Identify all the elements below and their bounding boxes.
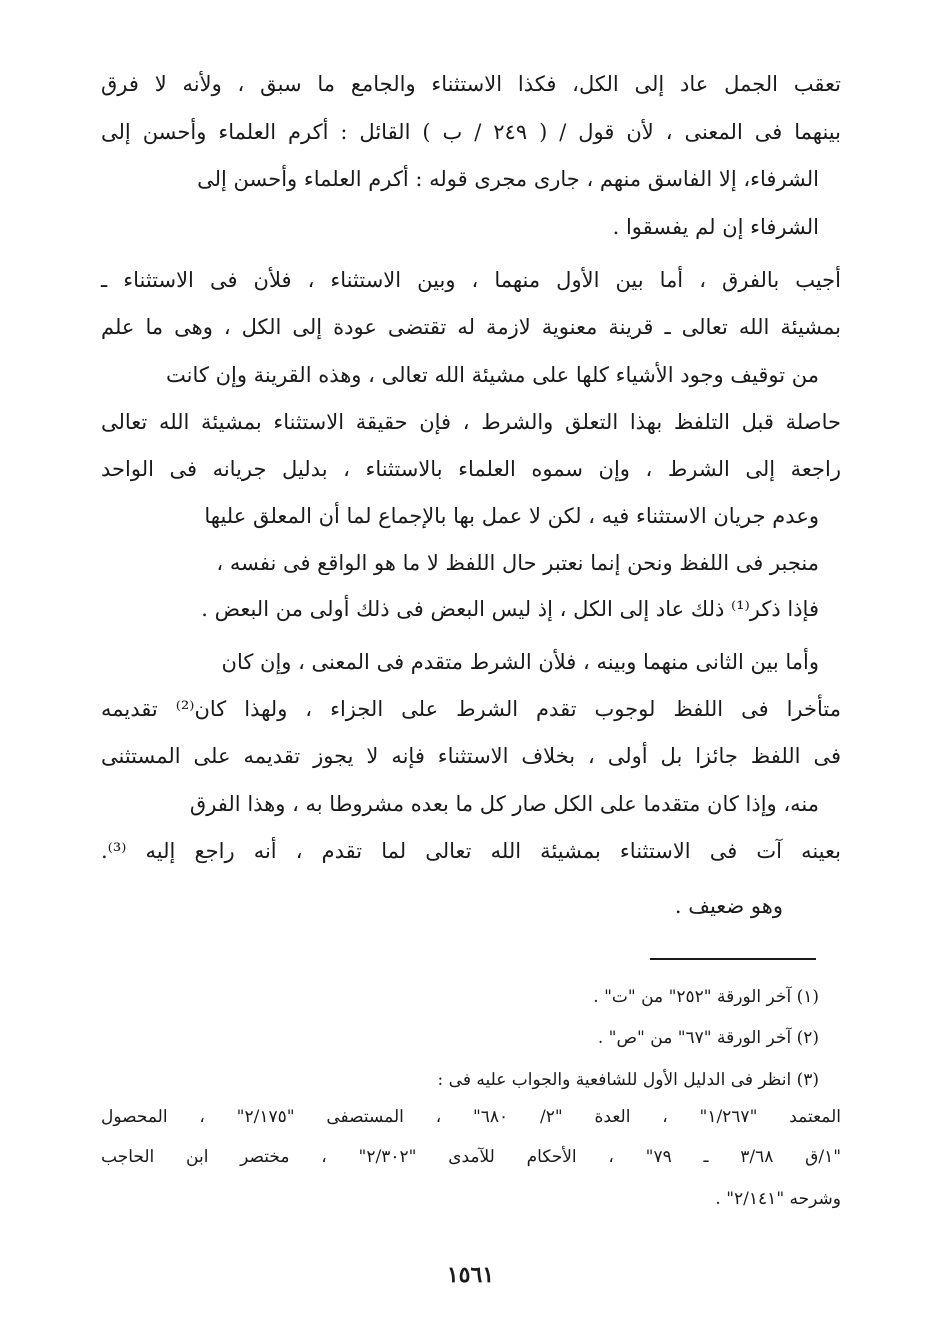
footnote-line: "١/ق ٣/٦٨ ـ ٧٩" ، الأحكام للآمدى "٢/٣٠٢" ، مختصر ابن الحاجب (101, 1147, 842, 1167)
body-line: بمشيئة الله تعالى ـ قرينة معنوية لازمة له تقتضى عودة إلى الكل ، وهى ما علم (101, 315, 841, 339)
body-line: منجبر فى اللفظ ونحن إنما نعتبر حال اللفظ لا ما هو الواقع فى نفسه ، (216, 551, 819, 575)
body-line: راجعة إلى الشرط ، وإن سموه العلماء بالاستثناء ، بدليل جريانه فى الواحد (101, 457, 841, 481)
body-line: وعدم جريان الاستثناء فيه ، لكن لا عمل بها بالإجماع لما أن المعلق عليها (204, 504, 819, 528)
body-line: وأما بين الثانى منهما وبينه ، فلأن الشرط متقدم فى المعنى ، وإن كان (221, 650, 819, 674)
footnote-line: وشرحه "٢/١٤١" . (715, 1189, 841, 1209)
body-line: تعقب الجمل عاد إلى الكل، فكذا الاستثناء والجامع ما سبق ، ولأنه لا فرق (101, 72, 841, 96)
body-line: وهو ضعيف . (674, 894, 783, 918)
footnote-line: (٢) آخر الورقة "٦٧" من "ص" . (597, 1028, 819, 1048)
body-line: فى اللفظ جائزا بل أولى ، بخلاف الاستثناء فإنه لا يجوز تقديمه على المستثنى (101, 744, 841, 768)
page-number: ١٥٦١ (446, 1262, 495, 1288)
body-line: الشرفاء، إلا الفاسق منهم ، جارى مجرى قوله : أكرم العلماء وأحسن إلى (197, 167, 819, 191)
footnote-line: (٣) انظر فى الدليل الأول للشافعية والجواب عليه فى : (437, 1070, 819, 1090)
body-line: بينهما فى المعنى ، لأن قول / ( ٢٤٩ / ب ) القائل : أكرم العلماء وأحسن إلى (101, 120, 841, 144)
footnote-divider (650, 958, 816, 960)
footnote-line: المعتمد "١/٢٦٧" ، العدة "٢/ ٦٨٠" ، المستصفى "٢/١٧٥" ، المحصول (101, 1107, 842, 1127)
body-line: منه، وإذا كان متقدما على الكل صار كل ما بعده مشروطا به ، وهذا الفرق (189, 792, 819, 816)
body-line: أجيب بالفرق ، أما بين الأول منهما ، وبين الاستثناء ، فلأن فى الاستثناء ـ (101, 268, 841, 292)
body-line: الشرفاء إن لم يفسقوا . (612, 215, 819, 239)
body-line: متأخرا فى اللفظ لوجوب تقدم الشرط على الجزاء ، ولهذا كان⁽²⁾ تقديمه (101, 697, 841, 721)
body-line: حاصلة قبل التلفظ بهذا التعلق والشرط ، فإن حقيقة الاستثناء بمشيئة الله تعالى (101, 410, 841, 434)
body-line: بعينه آت فى الاستثناء بمشيئة الله تعالى لما تقدم ، أنه راجع إليه ⁽³⁾. (101, 839, 841, 863)
body-line: من توقيف وجود الأشياء كلها على مشيئة الله تعالى ، وهذه القرينة وإن كانت (166, 363, 819, 387)
footnote-line: (١) آخر الورقة "٢٥٢" من "ت" . (593, 987, 819, 1007)
body-line: فإذا ذكر⁽¹⁾ ذلك عاد إلى الكل ، إذ ليس البعض فى ذلك أولى من البعض . (201, 597, 819, 621)
